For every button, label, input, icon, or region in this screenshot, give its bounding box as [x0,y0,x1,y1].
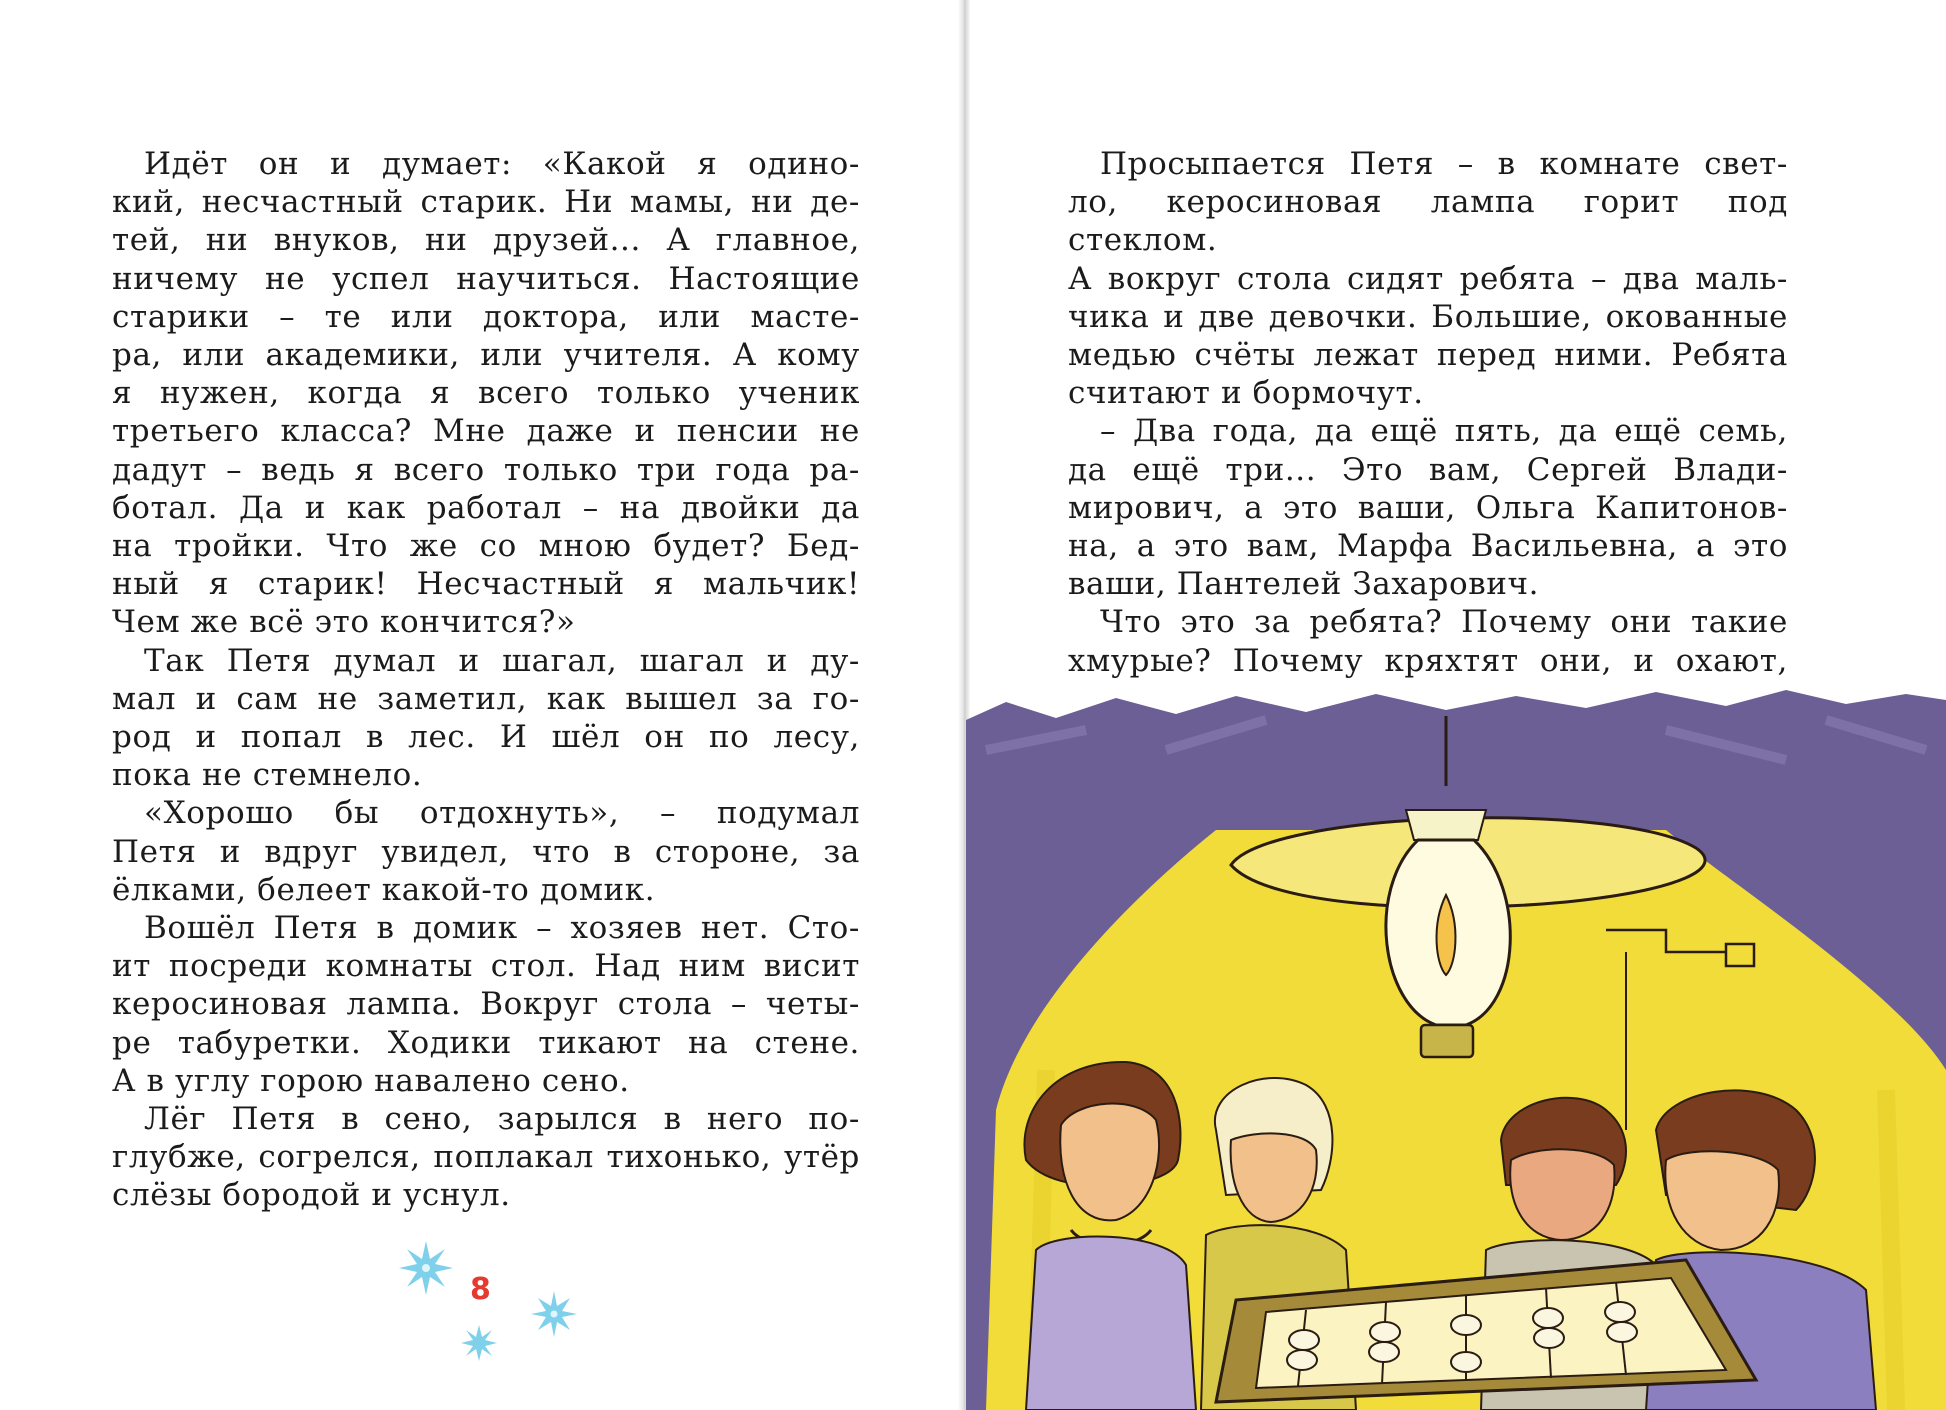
text-line: ваши, Пантелей Захарович. [1068,566,1540,603]
text-line: Так Петя думал и шагал, шагал и ду- [144,642,860,679]
right-page [966,0,1946,1410]
text-line: Что это за ребята? Почему они такие [1100,604,1788,641]
text-line: хмурые? Почему кряхтят они, и охают, [1068,642,1788,679]
snowflake-icon [530,1290,578,1338]
text-line: слёзы бородой и уснул. [112,1177,511,1214]
text-line: ёлками, белеет какой-то домик. [112,871,656,908]
text-line: Лёг Петя в сено, зарылся в него по- [144,1101,860,1138]
illustration-children-abacus [966,690,1946,1410]
text-line: Петя и вдруг увидел, что в стороне, за [112,833,860,870]
text-line: тей, ни внуков, ни друзей... А главное, [112,222,860,259]
text-line: дадут – ведь я всего только три года ра- [112,451,860,488]
text-line: кий, несчастный старик. Ни мамы, ни де- [112,184,860,221]
text-line: «Хорошо бы отдохнуть», – подумал [144,795,860,832]
text-line: третьего класса? Мне даже и пенсии не [112,413,860,450]
text-line: пока не стемнело. [112,757,423,794]
text-line: мал и сам не заметил, как вышел за го- [112,680,860,717]
text-line: – Два года, да ещё пять, да ещё семь, [1100,413,1788,450]
text-line: ло, керосиновая лампа горит под стеклом. [1068,184,1788,259]
text-line: ит посреди комнаты стол. Над ним висит [112,948,860,985]
text-line: А в углу горою навалено сено. [112,1062,630,1099]
right-page-text [1068,145,1788,680]
text-line: ничему не успел научиться. Настоящие [112,260,860,297]
text-line: старики – те или доктора, или масте- [112,298,860,335]
left-page [0,0,962,1410]
text-line: на тройки. Что же со мною будет? Бед- [112,528,860,565]
text-line: Вошёл Петя в домик – хозяев нет. Сто- [144,910,860,947]
text-line: А вокруг стола сидят ребята – два маль- [1068,260,1788,297]
text-line: чика и две девочки. Большие, окованные [1068,298,1788,335]
text-line: керосиновая лампа. Вокруг стола – четы- [112,986,860,1023]
text-line: мирович, а это ваши, Ольга Капитонов- [1068,489,1788,526]
text-line: род и попал в лес. И шёл он по лесу, [112,719,860,756]
text-line: ботал. Да и как работал – на двойки да [112,489,860,526]
text-line: Чем же всё это кончится?» [112,604,576,641]
text-line: Просыпается Петя – в комнате свет- [1100,146,1788,182]
text-line: ре табуретки. Ходики тикают на стене. [112,1024,860,1061]
snowflake-icon [398,1240,454,1296]
snowflake-icon [460,1324,498,1362]
text-line: ный я старик! Несчастный я мальчик! [112,566,860,603]
text-line: глубже, согрелся, поплакал тихонько, утёр [112,1139,860,1176]
text-line: медью счёты лежат перед ними. Ребята [1068,337,1788,374]
text-line: ра, или академики, или учителя. А кому [112,337,860,374]
left-page-text [112,145,860,1215]
text-line: считают и бормочут. [1068,375,1424,412]
page-number: 8 [470,1272,491,1307]
text-line: на, а это вам, Марфа Васильевна, а это [1068,528,1788,565]
text-line: Идёт он и думает: «Какой я одино- [144,146,860,182]
text-line: да ещё три... Это вам, Сергей Влади- [1068,451,1788,488]
text-line: я нужен, когда я всего только ученик [112,375,860,412]
